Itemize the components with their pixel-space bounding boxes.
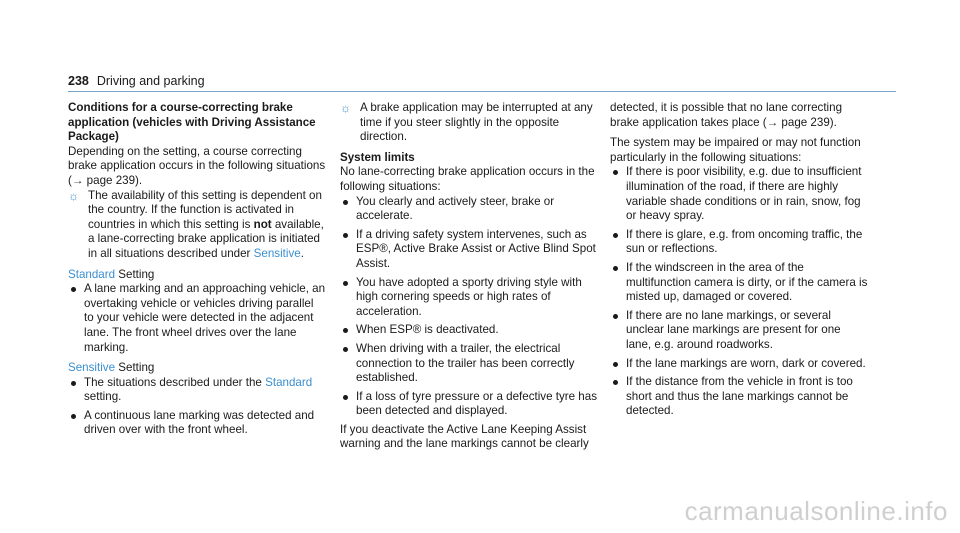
header-rule <box>68 91 896 92</box>
list-item: If there are no lane markings, or several unclear lane markings are present for one lane, e.g. around roadworks. <box>610 309 868 353</box>
availability-note <box>68 189 326 262</box>
sensitive-link[interactable]: Sensitive <box>253 246 301 260</box>
list-item: If the lane markings are worn, dark or covered. <box>610 357 868 372</box>
list-item: If a driving safety system intervenes, such as ESP®, Active Brake Assist or Active Blind Spot Assist. <box>340 228 598 272</box>
system-limits-heading: System limits <box>340 150 415 164</box>
column-3 <box>610 101 868 423</box>
watermark: carmanualsonline.info <box>684 496 948 526</box>
system-limits-list <box>340 195 598 419</box>
list-item: If the windscreen in the area of the multifunction camera is dirty, or if the camera is misted up, damaged or covered. <box>610 261 868 305</box>
sensitive-term: Sensitive <box>68 361 116 375</box>
interrupt-note <box>340 101 598 145</box>
sensitive-list <box>68 376 326 438</box>
standard-list <box>68 282 326 355</box>
standard-setting-label: Standard Setting <box>68 267 155 281</box>
interrupt-note-text: A brake application may be interrupted at any time if you steer slightly in the opposite direction. <box>360 101 593 144</box>
standard-term: Standard <box>68 267 116 281</box>
list-item: You clearly and actively steer, brake or accelerate. <box>340 195 598 224</box>
impaired-list <box>610 165 868 419</box>
list-item: The situations described under the Standard setting. <box>68 376 326 405</box>
list-item: You have adopted a sporty driving style with high cornering speeds or high rates of acceleration. <box>340 276 598 320</box>
page-header <box>68 74 205 88</box>
impaired-intro: The system may be impaired or may not function particularly in the following situations: <box>610 136 861 164</box>
list-item: When driving with a trailer, the electrical connection to the trailer has been correctly established. <box>340 342 598 386</box>
conditions-intro: Depending on the setting, a course correcting brake application occurs in the following situations (→ page 239). <box>68 144 326 187</box>
lightbulb-icon: ☼ <box>340 101 351 115</box>
list-item: If there is glare, e.g. from oncoming traffic, the sun or reflections. <box>610 228 868 257</box>
conditions-heading: Conditions for a course-correcting brake application (vehicles with Driving Assistance Package) <box>68 101 316 144</box>
list-item: A lane marking and an approaching vehicle, an overtaking vehicle or vehicles driving parallel to your vehicle were detected in the adjacent lane. The front wheel drives over the lane marking. <box>68 282 326 355</box>
page-number: 238 <box>68 74 89 88</box>
column-1 <box>68 101 326 442</box>
continuation-text: detected, it is possible that no lane correcting brake application takes place (→ page 239). <box>610 101 843 129</box>
sensitive-setting-label: Sensitive Setting <box>68 361 155 375</box>
section-title: Driving and parking <box>96 74 205 88</box>
list-item: If there is poor visibility, e.g. due to insufficient illumination of the road, if there are highly variable shade conditions or in rain, snow, fog or heavy spray. <box>610 165 868 223</box>
standard-link[interactable]: Standard <box>265 375 313 389</box>
lightbulb-icon: ☼ <box>68 188 79 203</box>
availability-note-text: The availability of this setting is dependent on the country. If the function is activated in countries in which this setting is not available, a lane-correcting brake application is initiated in all situations described under Sensitive. <box>88 188 324 260</box>
column-2 <box>340 101 598 452</box>
list-item: A continuous lane marking was detected and driven over with the front wheel. <box>68 409 326 438</box>
list-item: If the distance from the vehicle in front is too short and thus the lane markings cannot be detected. <box>610 375 868 419</box>
list-item: If a loss of tyre pressure or a defective tyre has been detected and displayed. <box>340 390 598 419</box>
list-item: When ESP® is deactivated. <box>340 323 598 338</box>
closing-text: If you deactivate the Active Lane Keeping Assist warning and the lane markings cannot be clearly <box>340 422 589 451</box>
system-limits-intro: No lane-correcting brake application occurs in the following situations: <box>340 165 595 193</box>
note-emphasis: not <box>253 217 272 231</box>
